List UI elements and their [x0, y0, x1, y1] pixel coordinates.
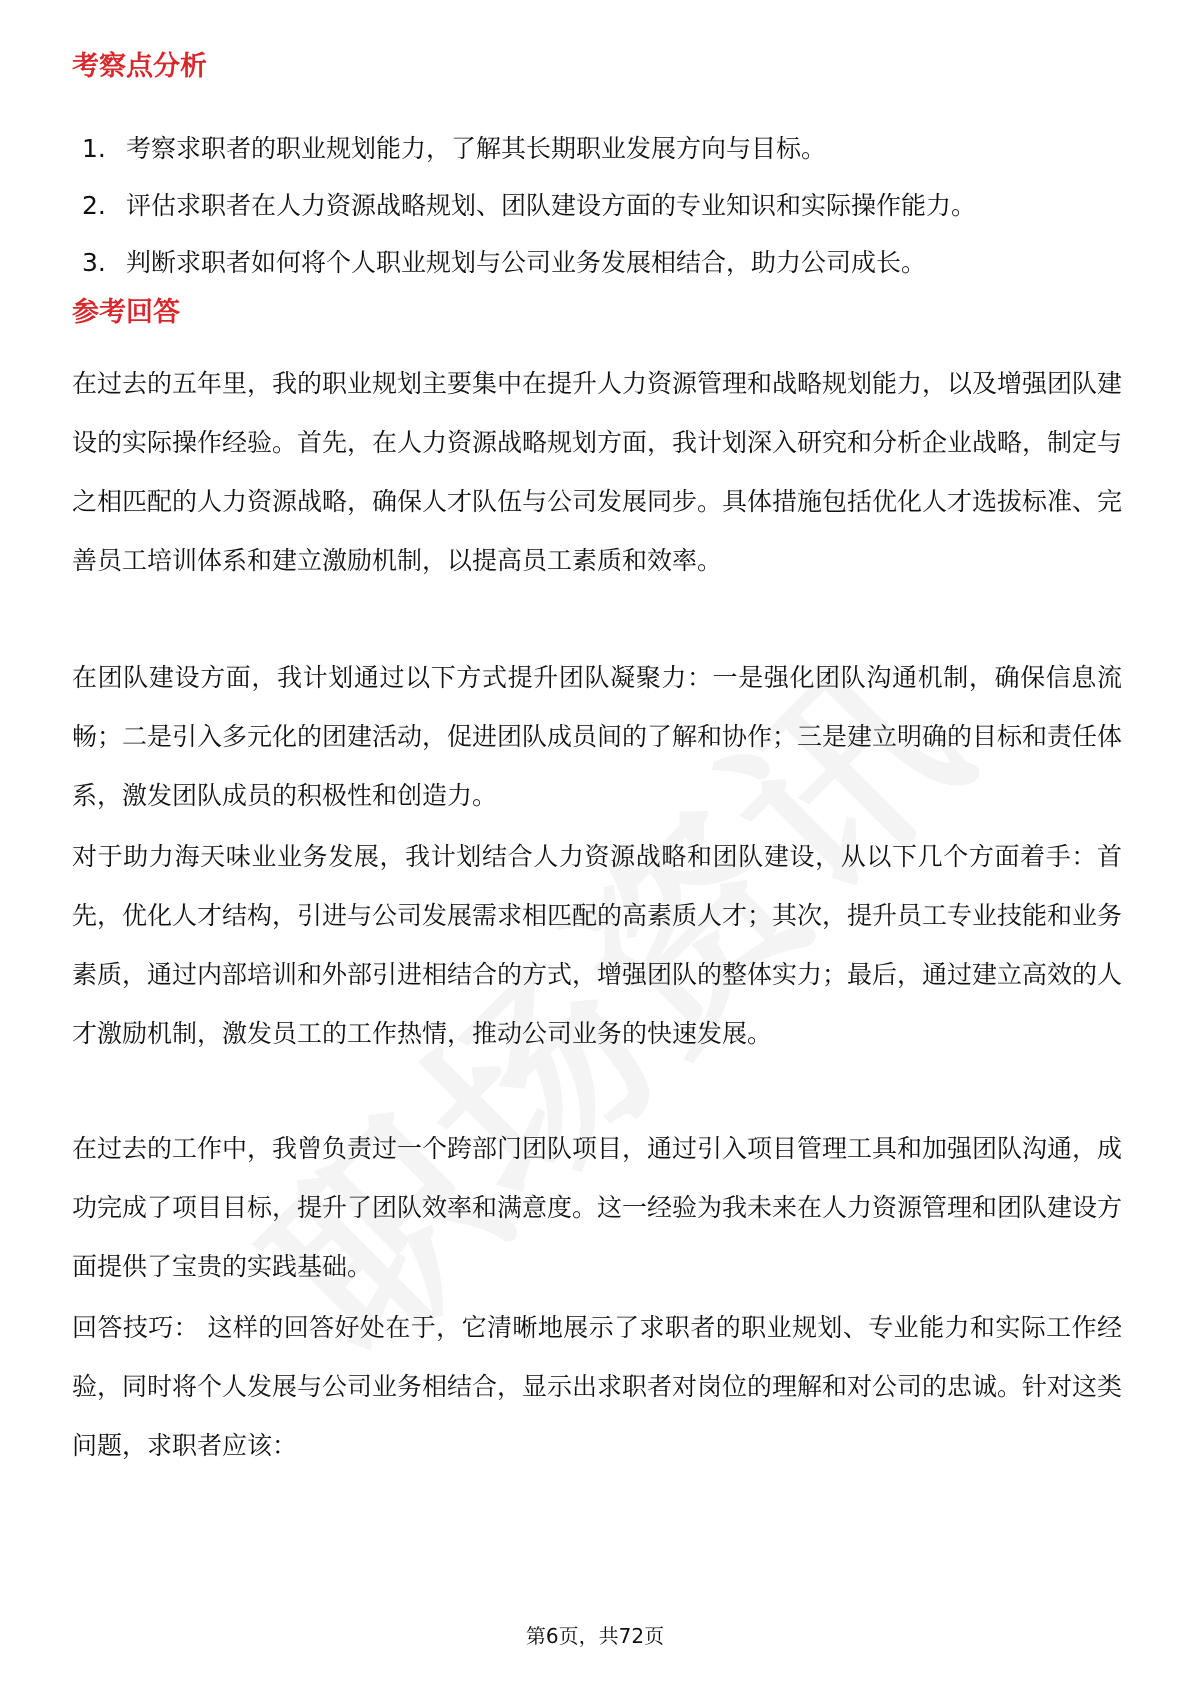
- page-number: 第6页，共72页: [525, 1624, 665, 1648]
- analysis-section-title: 考察点分析: [72, 51, 207, 82]
- answer-paragraph: 对于助力海天味业业务发展，我计划结合人力资源战略和团队建设，从以下几个方面着手：首先，优化人才结构，引进与公司发展需求相匹配的高素质人才；其次，提升员工专业技能和业务素质，通过内部培训和外部引进相结合的方式，增强团队的整体实力；最后，通过建立高效的人才激励机制，激发员工的工作热情，推动公司业务的快速发展。: [72, 842, 1123, 1048]
- list-item-number: 2.: [82, 191, 106, 220]
- tips-paragraph: 回答技巧： 这样的回答好处在于，它清晰地展示了求职者的职业规划、专业能力和实际工作经验，同时将个人发展与公司业务相结合，显示出求职者对岗位的理解和对公司的忠诚。针对这类问题，求职者应该：: [72, 1313, 1123, 1460]
- list-item-text: 判断求职者如何将个人职业规划与公司业务发展相结合，助力公司成长。: [126, 248, 927, 277]
- list-item: [82, 177, 1122, 234]
- answer-paragraph: 在团队建设方面，我计划通过以下方式提升团队凝聚力：一是强化团队沟通机制，确保信息流畅；二是引入多元化的团建活动，促进团队成员间的了解和协作；三是建立明确的目标和责任体系，激发团队成员的积极性和创造力。: [72, 663, 1123, 810]
- list-item-number: 1.: [82, 134, 106, 163]
- answer-section-title: 参考回答: [72, 297, 180, 328]
- list-item-text: 考察求职者的职业规划能力，了解其长期职业发展方向与目标。: [126, 134, 827, 163]
- answer-paragraph: 在过去的工作中，我曾负责过一个跨部门团队项目，通过引入项目管理工具和加强团队沟通，成功完成了项目目标，提升了团队效率和满意度。这一经验为我未来在人力资源管理和团队建设方面提供了宝贵的实践基础。: [72, 1134, 1123, 1281]
- list-item: [82, 234, 1122, 291]
- list-item-text: 评估求职者在人力资源战略规划、团队建设方面的专业知识和实际操作能力。: [126, 191, 977, 220]
- analysis-list: [82, 120, 1122, 291]
- answer-paragraph: 在过去的五年里，我的职业规划主要集中在提升人力资源管理和战略规划能力，以及增强团队建设的实际操作经验。首先，在人力资源战略规划方面，我计划深入研究和分析企业战略，制定与之相匹配的人力资源战略，确保人才队伍与公司发展同步。具体措施包括优化人才选拔标准、完善员工培训体系和建立激励机制，以提高员工素质和效率。: [72, 369, 1123, 575]
- list-item: [82, 120, 1122, 177]
- list-item-number: 3.: [82, 248, 106, 277]
